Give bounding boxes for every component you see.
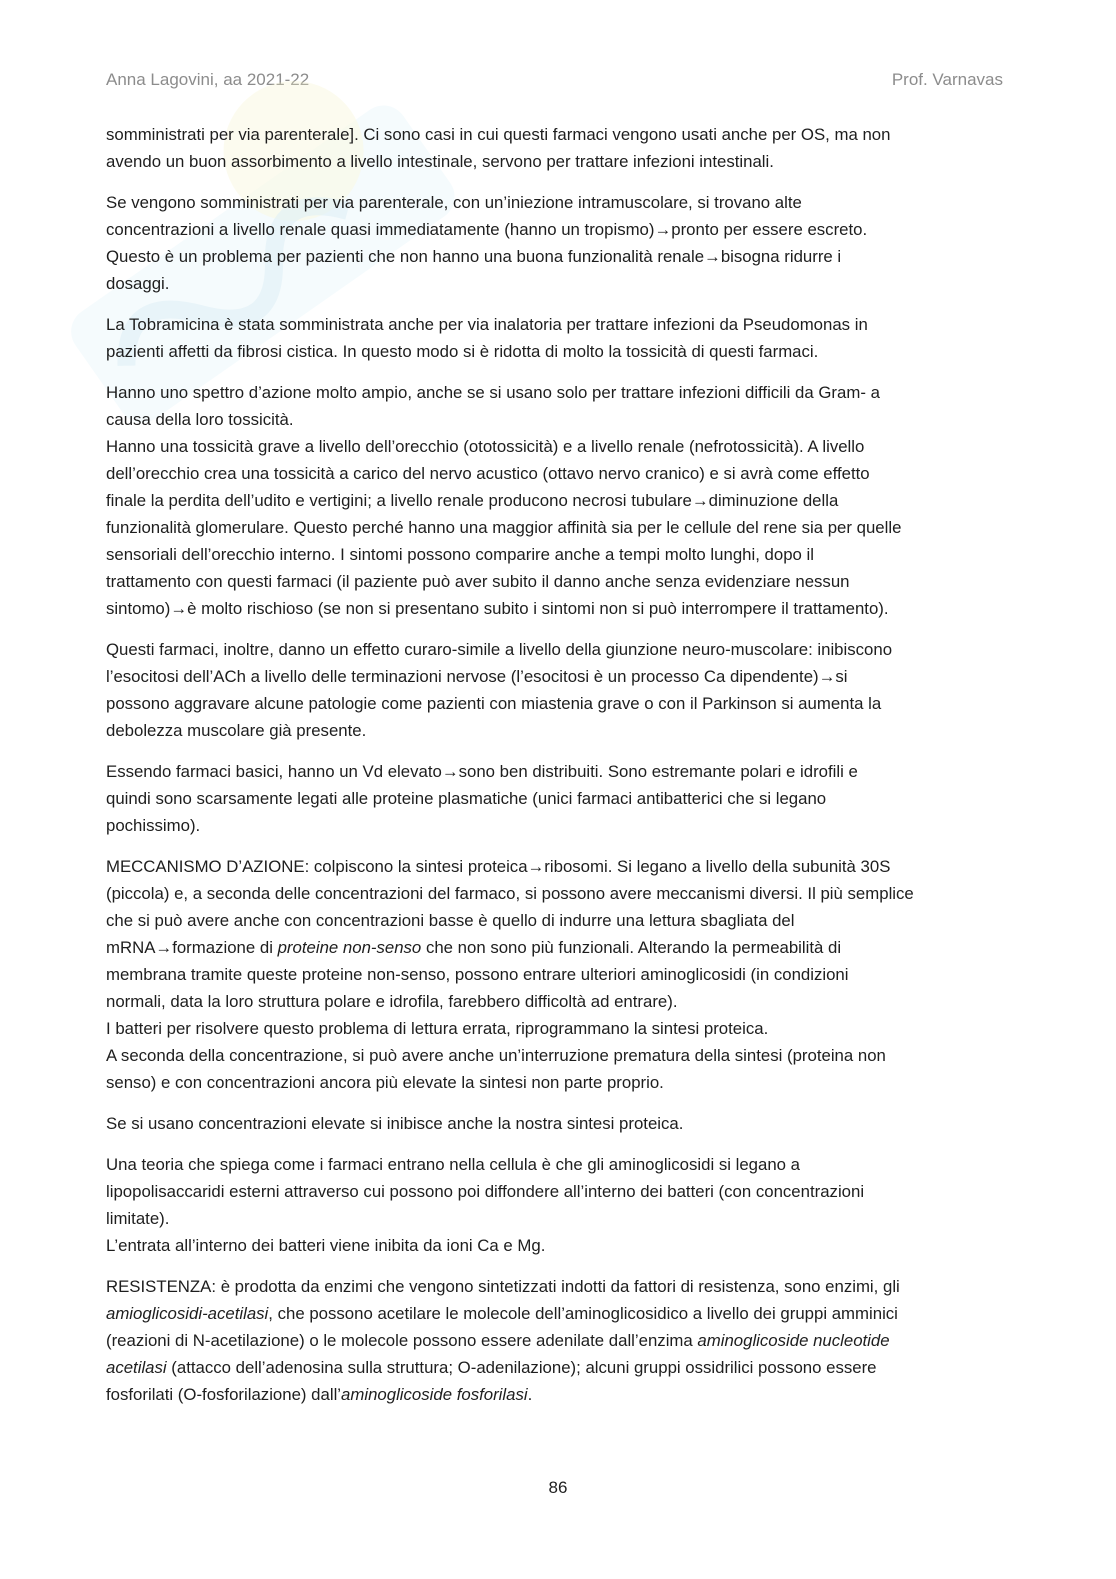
text-line: Essendo farmaci basici, hanno un Vd elevato→sono ben distribuiti. Sono estremante polari e idrofili e	[106, 762, 858, 781]
text-line: Se vengono somministrati per via parenterale, con un’iniezione intramuscolare, si trovano alte	[106, 193, 802, 212]
text-line: MECCANISMO D’AZIONE: colpiscono la sintesi proteica→ribosomi. Si legano a livello della subunità 30S	[106, 857, 891, 876]
text-line: sensoriali dell’orecchio interno. I sintomi possono comparire anche a tempi molto lunghi, dopo il	[106, 545, 814, 564]
text-line	[106, 1300, 1006, 1327]
text-line: possono aggravare alcune patologie come pazienti con miastenia grave o con il Parkinson si aumenta la	[106, 694, 882, 713]
text-line: A seconda della concentrazione, si può avere anche un’interruzione prematura della sintesi (proteina non	[106, 1046, 886, 1065]
text-line: causa della loro tossicità.	[106, 410, 294, 429]
text-line: sintomo)→è molto rischioso (se non si presentano subito i sintomi non si può interrompere il trattamento).	[106, 599, 889, 618]
text-line: dosaggi.	[106, 274, 170, 293]
text-segment: , che possono acetilare le molecole dell’aminoglicosidico a livello dei gruppi amminici	[268, 1304, 898, 1323]
text-line: Questo è un problema per pazienti che non hanno una buona funzionalità renale→bisogna ridurre i	[106, 247, 842, 266]
text-line: RESISTENZA: è prodotta da enzimi che vengono sintetizzati indotti da fattori di resistenza, sono enzimi, gli	[106, 1277, 900, 1296]
page-number: 86	[548, 1478, 568, 1497]
text-line: Questi farmaci, inoltre, danno un effetto curaro-simile a livello della giunzione neuro-muscolare: inibiscono	[106, 640, 893, 659]
document-body	[106, 121, 1006, 1422]
italic-term: aminoglicoside fosforilasi	[341, 1385, 528, 1404]
text-line: quindi sono scarsamente legati alle proteine plasmatiche (unici farmaci antibatterici che si legano	[106, 789, 827, 808]
header-author: Anna Lagovini, aa 2021-22	[106, 70, 310, 89]
text-line: dell’orecchio crea una tossicità a carico del nervo acustico (ottavo nervo cranico) e si avrà come effetto	[106, 464, 870, 483]
paragraph	[106, 121, 1006, 175]
text-line: I batteri per risolvere questo problema di lettura errata, riprogrammano la sintesi proteica.	[106, 1019, 769, 1038]
italic-term: amioglicosidi-acetilasi	[106, 1304, 269, 1323]
text-line: normali, data la loro struttura polare e idrofila, farebbero difficoltà ad entrare).	[106, 992, 678, 1011]
text-line: La Tobramicina è stata somministrata anche per via inalatoria per trattare infezioni da Pseudomonas in	[106, 315, 868, 334]
paragraph	[106, 1273, 1006, 1408]
text-line: funzionalità glomerulare. Questo perché hanno una maggior affinità sia per le cellule del rene sia per quelle	[106, 518, 902, 537]
text-line: membrana tramite queste proteine non-senso, possono entrare ulteriori aminoglicosidi (in condizioni	[106, 965, 849, 984]
text-line: somministrati per via parenterale]. Ci sono casi in cui questi farmaci vengono usati anche per OS, ma non	[106, 125, 891, 144]
text-line: Hanno una tossicità grave a livello dell’orecchio (ototossicità) e a livello renale (nefrotossicità). A livello	[106, 437, 865, 456]
italic-term: proteine non-senso	[277, 938, 422, 957]
text-line: Una teoria che spiega come i farmaci entrano nella cellula è che gli aminoglicosidi si legano a	[106, 1155, 801, 1174]
text-segment: (reazioni di N-acetilazione) o le molecole possono essere adenilate dall’enzima	[106, 1331, 698, 1350]
paragraph	[106, 758, 1006, 839]
text-line	[106, 1381, 1006, 1408]
text-line: senso) e con concentrazioni ancora più elevate la sintesi non parte proprio.	[106, 1073, 664, 1092]
page-header	[106, 70, 1003, 94]
paragraph	[106, 1151, 1006, 1259]
text-line	[106, 934, 1006, 961]
text-line: limitate).	[106, 1209, 170, 1228]
text-line: l’esocitosi dell’ACh a livello delle terminazioni nervose (l’esocitosi è un processo Ca dipendente)→si	[106, 667, 848, 686]
text-line: trattamento con questi farmaci (il paziente può aver subito il danno anche senza evidenziare nessun	[106, 572, 850, 591]
paragraph	[106, 189, 1006, 297]
paragraph	[106, 636, 1006, 744]
text-line: pazienti affetti da fibrosi cistica. In questo modo si è ridotta di molto la tossicità di questi farmaci.	[106, 342, 819, 361]
text-line: avendo un buon assorbimento a livello intestinale, servono per trattare infezioni intestinali.	[106, 152, 774, 171]
text-line: concentrazioni a livello renale quasi immediatamente (hanno un tropismo)→pronto per essere escreto.	[106, 220, 868, 239]
text-line: (piccola) e, a seconda delle concentrazioni del farmaco, si possono avere meccanismi diversi. Il più semplice	[106, 884, 914, 903]
paragraph	[106, 1110, 1006, 1137]
text-segment: (attacco dell’adenosina sulla struttura; O-adenilazione); alcuni gruppi ossidrilici possono essere	[166, 1358, 877, 1377]
paragraph	[106, 379, 1006, 622]
paragraph	[106, 853, 1006, 1096]
text-line: pochissimo).	[106, 816, 201, 835]
italic-term: acetilasi	[106, 1358, 167, 1377]
text-line: L’entrata all’interno dei batteri viene inibita da ioni Ca e Mg.	[106, 1236, 546, 1255]
text-segment: .	[527, 1385, 533, 1404]
header-professor: Prof. Varnavas	[891, 70, 1003, 89]
italic-term: aminoglicoside nucleotide	[697, 1331, 890, 1350]
text-line: lipopolisaccaridi esterni attraverso cui possono poi diffondere all’interno dei batteri (con concentrazioni	[106, 1182, 865, 1201]
text-line	[106, 1354, 1006, 1381]
text-segment: fosforilati (O-fosforilazione) dall’	[106, 1385, 342, 1404]
text-segment: che non sono più funzionali. Alterando la permeabilità di	[421, 938, 842, 957]
text-line: Hanno uno spettro d’azione molto ampio, anche se si usano solo per trattare infezioni difficili da Gram- a	[106, 383, 880, 402]
text-segment: mRNA→formazione di	[106, 938, 278, 957]
text-line	[106, 1327, 1006, 1354]
text-line: debolezza muscolare già presente.	[106, 721, 367, 740]
text-line: Se si usano concentrazioni elevate si inibisce anche la nostra sintesi proteica.	[106, 1114, 684, 1133]
paragraph	[106, 311, 1006, 365]
text-line: che si può avere anche con concentrazioni basse è quello di indurre una lettura sbagliata del	[106, 911, 795, 930]
text-line: finale la perdita dell’udito e vertigini; a livello renale producono necrosi tubulare→diminuzione della	[106, 491, 839, 510]
